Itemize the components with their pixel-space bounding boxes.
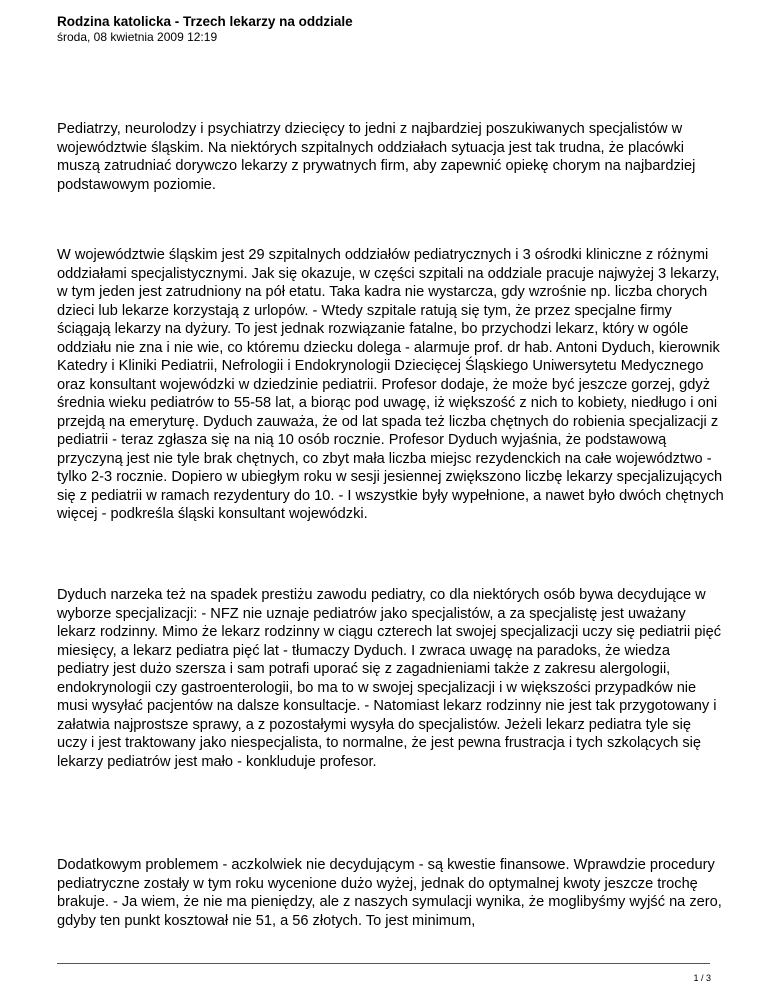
article-title: Rodzina katolicka - Trzech lekarzy na oddziale — [57, 14, 353, 29]
article-date: środa, 08 kwietnia 2009 12:19 — [57, 30, 218, 44]
footer-divider — [57, 963, 710, 964]
paragraph: Dyduch narzeka też na spadek prestiżu zawodu pediatry, co dla niektórych osób bywa decydujące w wyborze specjalizacji: - NFZ nie uznaje pediatrów jako specjalistów, a za specjalistę jest uważany lekarz rodzinny. Mimo że lekarz rodzinny w ciągu czterech lat swojej specjalizacji uczy się pediatrii pięć miesięcy, a lekarz pediatra pięć lat - tłumaczy Dyduch. I zwraca uwagę na paradoks, że wiedza pediatry jest dużo szersza i sam potrafi uporać się z zagadnieniami także z zakresu alergologii, endokrynologii czy gastroenterologii, bo ma to w swojej specjalizacji i w większości przypadków nie musi wysyłać pacjentów na dalsze konsultacje. - Natomiast lekarz rodzinny nie jest tak przygotowany i załatwia najprostsze sprawy, a z pozostałymi wysyła do specjalistów. Jeżeli lekarz pediatra tyle się uczy i jest traktowany jako niespecjalista, to normalne, że jest pewna frustracja i tych szkolących się lekarzy pediatrów jest mało - konkluduje profesor. — [57, 587, 722, 770]
paragraph: W województwie śląskim jest 29 szpitalnych oddziałów pediatrycznych i 3 ośrodki kliniczne z różnymi oddziałami specjalistycznymi. Jak się okazuje, w części szpitali na oddziale pracuje najwyżej 3 lekarzy, w tym jeden jest zatrudniony na pół etatu. Taka kadra nie wystarcza, gdy wzrośnie np. liczba chorych dzieci lub lekarze korzystają z urlopów. - Wtedy szpitale ratują się tym, że przez specjalne firmy ściągają lekarzy na dyżury. To jest jednak rozwiązanie fatalne, bo przychodzi lekarz, który w ogóle oddziału nie zna i nie wie, co któremu dziecku dolega - alarmuje prof. dr hab. Antoni Dyduch, kierownik Katedry i Kliniki Pediatrii, Nefrologii i Endokrynologii Dziecięcej Śląskiego Uniwersytetu Medycznego oraz konsultant wojewódzki w dziedzinie pediatrii. Profesor dodaje, że może być jeszcze gorzej, gdyż średnia wieku pediatrów to 55-58 lat, a biorąc pod uwagę, iż większość z nich to kobiety, niedługo i oni przejdą na emeryturę. Dyduch zauważa, że od lat spada też liczba chętnych do robienia specjalizacji z pediatrii - teraz zgłasza się na nią 10 osób rocznie. Profesor Dyduch wyjaśnia, że podstawową przyczyną jest nie tyle brak chętnych, co zbyt mała liczba miejsc rezydenckich na całe województwo - tylko 2-3 rocznie. Dopiero w ubiegłym roku w sesji jesiennej zwiększono liczbę lekarzy specjalizujących się z pediatrii w ramach rezydentury do 10. - I wszystkie były wypełnione, a nawet było dwóch chętnych więcej - podkreśla śląski konsultant wojewódzki. — [57, 247, 724, 522]
document-header — [57, 13, 711, 45]
paragraph: Dodatkowym problemem - aczkolwiek nie decydującym - są kwestie finansowe. Wprawdzie procedury pediatryczne zostały w tym roku wycenione dużo wyżej, jednak do optymalnej kwoty jeszcze trochę brakuje. - Ja wiem, że nie ma pieniędzy, ale z naszych symulacji wynika, że moglibyśmy wyjść na zero, gdyby ten punkt kosztował nie 51, a 56 złotych. To jest minimum, — [57, 857, 722, 929]
paragraph: Pediatrzy, neurolodzy i psychiatrzy dziecięcy to jedni z najbardziej poszukiwanych specjalistów w województwie śląskim. Na niektórych szpitalnych oddziałach sytuacja jest tak trudna, że placówki muszą zatrudniać dorywczo lekarzy z prywatnych firm, aby zapewnić opiekę chorym na najbardziej podstawowym poziomie. — [57, 121, 696, 193]
page-number: 1 / 3 — [693, 973, 711, 983]
